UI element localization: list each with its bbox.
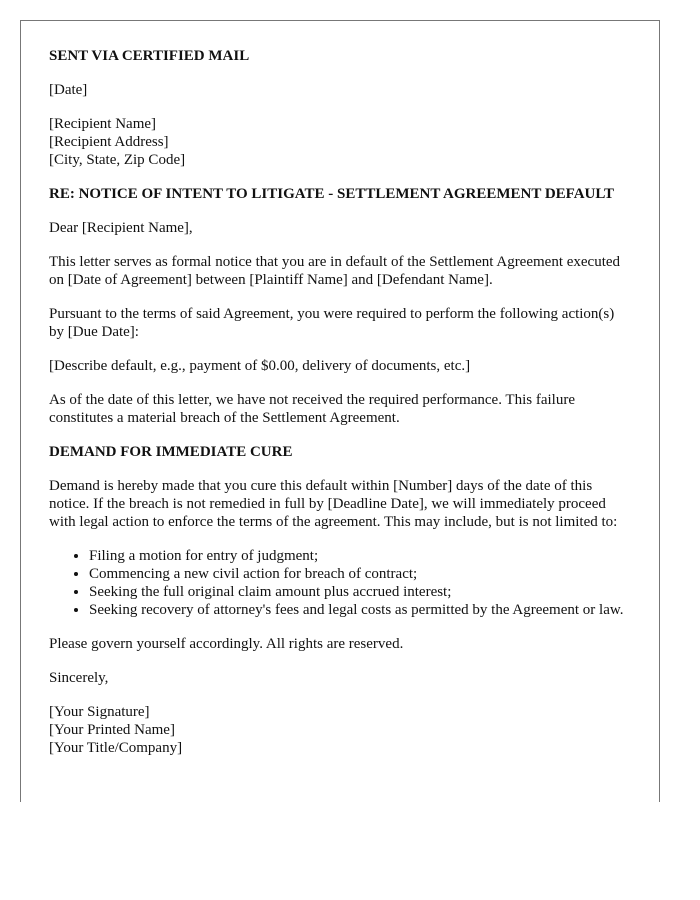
letter-page xyxy=(20,20,660,802)
section-heading: DEMAND FOR IMMEDIATE CURE xyxy=(49,444,293,460)
letter-date: [Date] xyxy=(49,82,88,98)
paragraph-breach: As of the date of this letter, we have not received the required performance. This failure constitutes a material breach of the Settlement Agreement. xyxy=(49,392,575,426)
list-item: • Filing a motion for entry of judgment; xyxy=(89,547,631,565)
signature-line: [Your Signature] xyxy=(49,704,150,720)
closing-statement: Please govern yourself accordingly. All rights are reserved. xyxy=(49,636,404,652)
title-company-line: [Your Title/Company] xyxy=(49,740,183,756)
recipient-name: [Recipient Name] xyxy=(49,116,157,132)
paragraph-notice: This letter serves as formal notice that you are in default of the Settlement Agreement executed on [Date of Agreement] between [Plaintiff Name] and [Defendant Name]. xyxy=(49,254,621,288)
list-item: • Seeking the full original claim amount plus accrued interest; xyxy=(89,583,631,601)
valediction: Sincerely, xyxy=(49,670,109,686)
subject-line: RE: NOTICE OF INTENT TO LITIGATE - SETTLEMENT AGREEMENT DEFAULT xyxy=(49,186,615,202)
list-item: • Commencing a new civil action for breach of contract; xyxy=(89,565,631,583)
recipient-address: [Recipient Address] xyxy=(49,134,169,150)
paragraph-demand: Demand is hereby made that you cure this default within [Number] days of the date of this notice. If the breach is not remedied in full by [Deadline Date], we will immediately proceed with legal action to enforce the terms of the agreement. This may include, but is not limited to: xyxy=(49,478,618,530)
paragraph-required-action: Pursuant to the terms of said Agreement, you were required to perform the following action(s) by [Due Date]: xyxy=(49,306,615,340)
printed-name-line: [Your Printed Name] xyxy=(49,722,175,738)
paragraph-default-description: [Describe default, e.g., payment of $0.00, delivery of documents, etc.] xyxy=(49,358,471,374)
recipient-city-state-zip: [City, State, Zip Code] xyxy=(49,152,186,168)
signature-block xyxy=(49,703,631,757)
recipient-block xyxy=(49,115,631,169)
delivery-line: SENT VIA CERTIFIED MAIL xyxy=(49,48,250,64)
list-item: • Seeking recovery of attorney's fees and legal costs as permitted by the Agreement or law. xyxy=(89,601,631,619)
actions-list xyxy=(49,547,631,619)
letter-content xyxy=(21,21,659,757)
salutation: Dear [Recipient Name], xyxy=(49,220,193,236)
